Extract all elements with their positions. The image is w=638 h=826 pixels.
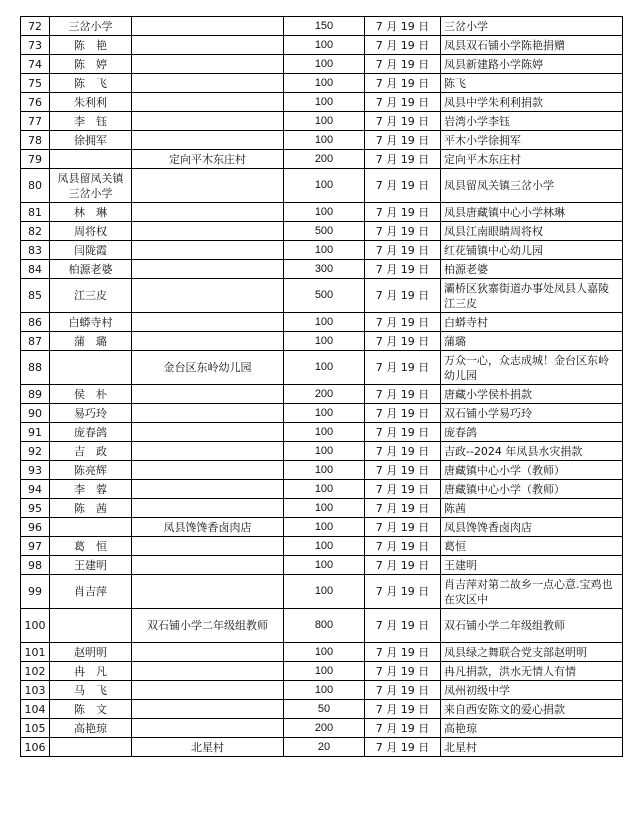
donor-name: 柏源老婆 [50, 260, 132, 279]
table-row [21, 203, 623, 222]
donor-organization [132, 169, 284, 203]
donor-organization: 双石铺小学二年级组教师 [132, 609, 284, 643]
donation-date: 7 月 19 日 [365, 404, 441, 423]
donor-name: 林 琳 [50, 203, 132, 222]
donation-date: 7 月 19 日 [365, 203, 441, 222]
donation-note: 灞桥区狄寨街道办事处凤县人嘉陵江三皮 [441, 279, 623, 313]
donation-date: 7 月 19 日 [365, 93, 441, 112]
donor-organization [132, 442, 284, 461]
donation-note: 凤县双石铺小学陈艳捐赠 [441, 36, 623, 55]
table-row [21, 260, 623, 279]
row-number: 104 [21, 700, 50, 719]
donor-organization [132, 719, 284, 738]
donation-date: 7 月 19 日 [365, 17, 441, 36]
donation-date: 7 月 19 日 [365, 719, 441, 738]
donor-name: 王建明 [50, 556, 132, 575]
table-row [21, 480, 623, 499]
donor-name: 闫陇霞 [50, 241, 132, 260]
row-number: 102 [21, 662, 50, 681]
row-number: 96 [21, 518, 50, 537]
row-number: 82 [21, 222, 50, 241]
donation-amount: 100 [284, 423, 365, 442]
row-number: 73 [21, 36, 50, 55]
donor-organization: 定向平木东庄村 [132, 150, 284, 169]
row-number: 85 [21, 279, 50, 313]
donation-amount: 50 [284, 700, 365, 719]
table-row [21, 681, 623, 700]
donor-name: 陈亮辉 [50, 461, 132, 480]
donation-note: 万众一心，众志成城！金台区东岭幼儿园 [441, 351, 623, 385]
donation-amount: 100 [284, 499, 365, 518]
table-row [21, 169, 623, 203]
table-row [21, 643, 623, 662]
donation-amount: 100 [284, 461, 365, 480]
donation-date: 7 月 19 日 [365, 700, 441, 719]
table-row [21, 241, 623, 260]
donation-amount: 100 [284, 643, 365, 662]
donation-date: 7 月 19 日 [365, 461, 441, 480]
donor-name [50, 150, 132, 169]
donation-amount: 100 [284, 662, 365, 681]
donor-name: 李 蓉 [50, 480, 132, 499]
donor-organization [132, 681, 284, 700]
donation-date: 7 月 19 日 [365, 313, 441, 332]
row-number: 89 [21, 385, 50, 404]
donation-date: 7 月 19 日 [365, 537, 441, 556]
table-row [21, 609, 623, 643]
donor-name: 侯 朴 [50, 385, 132, 404]
table-row [21, 575, 623, 609]
donation-date: 7 月 19 日 [365, 36, 441, 55]
donation-date: 7 月 19 日 [365, 74, 441, 93]
table-row [21, 279, 623, 313]
donation-date: 7 月 19 日 [365, 131, 441, 150]
donor-organization [132, 461, 284, 480]
donation-amount: 100 [284, 169, 365, 203]
donation-date: 7 月 19 日 [365, 681, 441, 700]
table-row [21, 332, 623, 351]
table-row [21, 36, 623, 55]
donation-amount: 100 [284, 203, 365, 222]
donation-date: 7 月 19 日 [365, 442, 441, 461]
donation-note: 吉政--2024 年凤县水灾捐款 [441, 442, 623, 461]
donor-organization [132, 499, 284, 518]
donation-amount: 200 [284, 385, 365, 404]
donation-note: 肖吉萍对第二故乡一点心意.宝鸡也在灾区中 [441, 575, 623, 609]
donation-note: 柏源老婆 [441, 260, 623, 279]
row-number: 105 [21, 719, 50, 738]
row-number: 88 [21, 351, 50, 385]
donor-name: 赵明明 [50, 643, 132, 662]
donation-note: 红花铺镇中心幼儿园 [441, 241, 623, 260]
donor-organization [132, 36, 284, 55]
row-number: 81 [21, 203, 50, 222]
donor-name: 李 钰 [50, 112, 132, 131]
donor-organization [132, 313, 284, 332]
donation-date: 7 月 19 日 [365, 499, 441, 518]
donation-date: 7 月 19 日 [365, 332, 441, 351]
donation-amount: 100 [284, 518, 365, 537]
donation-note: 凤县馋馋香卤肉店 [441, 518, 623, 537]
row-number: 103 [21, 681, 50, 700]
row-number: 91 [21, 423, 50, 442]
donor-organization [132, 93, 284, 112]
table-row [21, 499, 623, 518]
donor-name: 三岔小学 [50, 17, 132, 36]
donor-organization [132, 131, 284, 150]
donation-table [20, 16, 623, 757]
donation-note: 庞春鸽 [441, 423, 623, 442]
donation-note: 岩湾小学李钰 [441, 112, 623, 131]
donor-name: 陈 茜 [50, 499, 132, 518]
donation-note: 凤县中学朱利利捐款 [441, 93, 623, 112]
table-row [21, 537, 623, 556]
donation-amount: 500 [284, 279, 365, 313]
donation-amount: 100 [284, 55, 365, 74]
donor-name: 朱利利 [50, 93, 132, 112]
donor-organization [132, 385, 284, 404]
donation-amount: 100 [284, 332, 365, 351]
row-number: 95 [21, 499, 50, 518]
table-row [21, 93, 623, 112]
donation-date: 7 月 19 日 [365, 518, 441, 537]
donation-date: 7 月 19 日 [365, 55, 441, 74]
row-number: 80 [21, 169, 50, 203]
donor-name: 江三皮 [50, 279, 132, 313]
table-row [21, 404, 623, 423]
donor-name: 白蟒寺村 [50, 313, 132, 332]
donor-name [50, 518, 132, 537]
donor-organization [132, 279, 284, 313]
donation-amount: 100 [284, 556, 365, 575]
donation-table-body [21, 17, 623, 757]
donation-note: 王建明 [441, 556, 623, 575]
donor-organization [132, 260, 284, 279]
donor-organization [132, 222, 284, 241]
donation-date: 7 月 19 日 [365, 575, 441, 609]
donation-note: 凤州初级中学 [441, 681, 623, 700]
donation-amount: 100 [284, 404, 365, 423]
donation-date: 7 月 19 日 [365, 150, 441, 169]
donation-date: 7 月 19 日 [365, 643, 441, 662]
donation-note: 来自西安陈文的爱心捐款 [441, 700, 623, 719]
donor-organization [132, 332, 284, 351]
table-row [21, 518, 623, 537]
donation-amount: 800 [284, 609, 365, 643]
table-row [21, 74, 623, 93]
row-number: 79 [21, 150, 50, 169]
row-number: 77 [21, 112, 50, 131]
donation-date: 7 月 19 日 [365, 385, 441, 404]
row-number: 99 [21, 575, 50, 609]
donation-note: 蒲璐 [441, 332, 623, 351]
row-number: 84 [21, 260, 50, 279]
donation-date: 7 月 19 日 [365, 169, 441, 203]
donor-name: 高艳琼 [50, 719, 132, 738]
donation-amount: 100 [284, 74, 365, 93]
donor-name: 易巧玲 [50, 404, 132, 423]
donation-date: 7 月 19 日 [365, 241, 441, 260]
donor-name [50, 738, 132, 757]
donation-date: 7 月 19 日 [365, 279, 441, 313]
donation-amount: 100 [284, 442, 365, 461]
donation-note: 白蟒寺村 [441, 313, 623, 332]
row-number: 72 [21, 17, 50, 36]
donor-name: 凤县留凤关镇三岔小学 [50, 169, 132, 203]
row-number: 98 [21, 556, 50, 575]
donation-date: 7 月 19 日 [365, 222, 441, 241]
donor-organization [132, 203, 284, 222]
row-number: 92 [21, 442, 50, 461]
donation-date: 7 月 19 日 [365, 260, 441, 279]
row-number: 83 [21, 241, 50, 260]
donor-organization [132, 575, 284, 609]
donation-note: 双石铺小学易巧玲 [441, 404, 623, 423]
donation-amount: 20 [284, 738, 365, 757]
donor-name: 徐拥军 [50, 131, 132, 150]
donation-note: 唐藏镇中心小学（教师） [441, 480, 623, 499]
table-row [21, 313, 623, 332]
table-row [21, 17, 623, 36]
table-row [21, 385, 623, 404]
donation-note: 双石铺小学二年级组教师 [441, 609, 623, 643]
donor-name: 葛 恒 [50, 537, 132, 556]
donor-organization [132, 480, 284, 499]
donation-note: 凤县绿之舞联合党支部赵明明 [441, 643, 623, 662]
donation-note: 冉凡捐款，洪水无情人有情 [441, 662, 623, 681]
donation-note: 陈飞 [441, 74, 623, 93]
donation-amount: 100 [284, 681, 365, 700]
donation-amount: 100 [284, 537, 365, 556]
table-row [21, 423, 623, 442]
donor-organization [132, 556, 284, 575]
donation-amount: 100 [284, 112, 365, 131]
donation-note: 定向平木东庄村 [441, 150, 623, 169]
donation-amount: 100 [284, 575, 365, 609]
donor-name [50, 351, 132, 385]
donor-organization [132, 662, 284, 681]
donation-amount: 100 [284, 241, 365, 260]
row-number: 87 [21, 332, 50, 351]
row-number: 74 [21, 55, 50, 74]
row-number: 94 [21, 480, 50, 499]
donor-name: 蒲 璐 [50, 332, 132, 351]
donation-note: 陈茜 [441, 499, 623, 518]
table-row [21, 738, 623, 757]
table-row [21, 662, 623, 681]
row-number: 86 [21, 313, 50, 332]
donation-amount: 100 [284, 313, 365, 332]
row-number: 101 [21, 643, 50, 662]
table-row [21, 461, 623, 480]
row-number: 106 [21, 738, 50, 757]
row-number: 76 [21, 93, 50, 112]
table-row [21, 556, 623, 575]
donor-organization [132, 55, 284, 74]
donor-name: 陈 艳 [50, 36, 132, 55]
donor-organization [132, 241, 284, 260]
donation-note: 唐藏小学侯朴捐款 [441, 385, 623, 404]
donor-organization: 金台区东岭幼儿园 [132, 351, 284, 385]
donor-name: 陈 婷 [50, 55, 132, 74]
donor-name: 陈 飞 [50, 74, 132, 93]
donation-amount: 100 [284, 480, 365, 499]
donation-date: 7 月 19 日 [365, 351, 441, 385]
table-row [21, 222, 623, 241]
donation-amount: 100 [284, 36, 365, 55]
donation-amount: 100 [284, 351, 365, 385]
table-row [21, 351, 623, 385]
donor-name: 肖吉萍 [50, 575, 132, 609]
donation-note: 三岔小学 [441, 17, 623, 36]
donation-amount: 300 [284, 260, 365, 279]
donor-name: 吉 政 [50, 442, 132, 461]
donation-note: 葛恒 [441, 537, 623, 556]
donor-name: 周将权 [50, 222, 132, 241]
donation-date: 7 月 19 日 [365, 738, 441, 757]
donation-amount: 100 [284, 131, 365, 150]
donation-amount: 150 [284, 17, 365, 36]
donor-organization: 凤县馋馋香卤肉店 [132, 518, 284, 537]
table-row [21, 55, 623, 74]
donor-organization: 北星村 [132, 738, 284, 757]
donation-amount: 200 [284, 150, 365, 169]
row-number: 75 [21, 74, 50, 93]
table-row [21, 700, 623, 719]
donor-name: 陈 文 [50, 700, 132, 719]
donor-name: 庞春鸽 [50, 423, 132, 442]
table-row [21, 131, 623, 150]
donor-organization [132, 537, 284, 556]
donation-amount: 500 [284, 222, 365, 241]
donation-date: 7 月 19 日 [365, 556, 441, 575]
donation-amount: 200 [284, 719, 365, 738]
table-row [21, 112, 623, 131]
donation-date: 7 月 19 日 [365, 480, 441, 499]
donation-note: 凤县留凤关镇三岔小学 [441, 169, 623, 203]
donor-organization [132, 17, 284, 36]
donation-note: 凤县江南眼睛周将权 [441, 222, 623, 241]
donor-organization [132, 404, 284, 423]
donation-note: 唐藏镇中心小学（教师） [441, 461, 623, 480]
table-row [21, 150, 623, 169]
donation-amount: 100 [284, 93, 365, 112]
donation-note: 北星村 [441, 738, 623, 757]
row-number: 97 [21, 537, 50, 556]
donation-date: 7 月 19 日 [365, 112, 441, 131]
donation-date: 7 月 19 日 [365, 423, 441, 442]
row-number: 100 [21, 609, 50, 643]
donation-date: 7 月 19 日 [365, 609, 441, 643]
donor-organization [132, 643, 284, 662]
donation-note: 凤县新建路小学陈婷 [441, 55, 623, 74]
donor-organization [132, 700, 284, 719]
donation-note: 高艳琼 [441, 719, 623, 738]
table-row [21, 719, 623, 738]
donor-name [50, 609, 132, 643]
donor-organization [132, 74, 284, 93]
table-row [21, 442, 623, 461]
donation-date: 7 月 19 日 [365, 662, 441, 681]
row-number: 78 [21, 131, 50, 150]
donation-note: 凤县唐藏镇中心小学林琳 [441, 203, 623, 222]
donor-name: 马 飞 [50, 681, 132, 700]
donor-organization [132, 112, 284, 131]
row-number: 93 [21, 461, 50, 480]
row-number: 90 [21, 404, 50, 423]
donor-organization [132, 423, 284, 442]
donor-name: 冉 凡 [50, 662, 132, 681]
donation-note: 平木小学徐拥军 [441, 131, 623, 150]
